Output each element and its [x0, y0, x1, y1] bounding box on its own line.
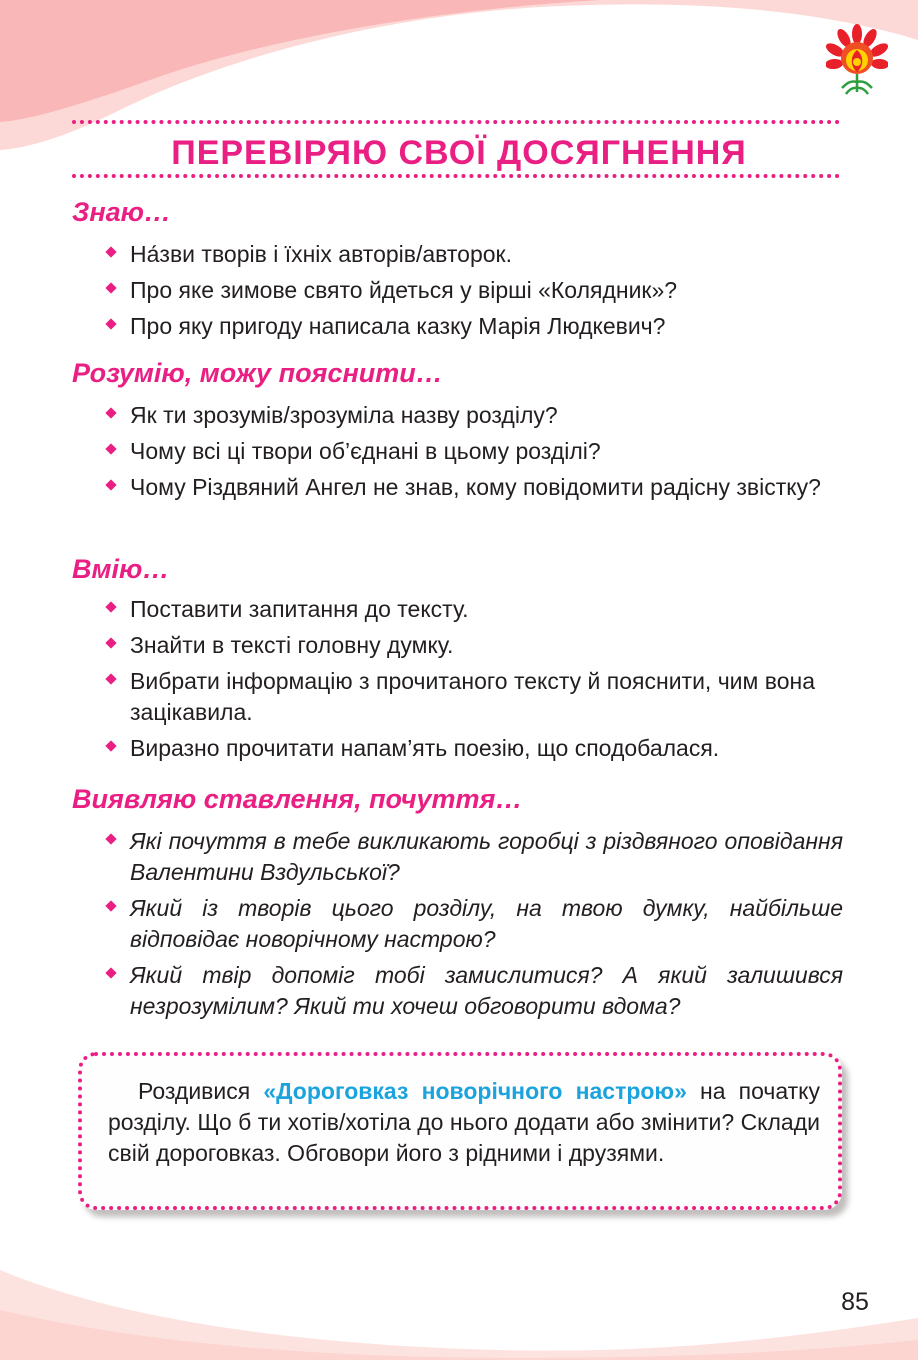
title-dotted-line-bottom: [72, 174, 840, 178]
list-item: Виразно прочитати напам’ять поезію, що сподобалася.: [103, 733, 843, 764]
diamond-bullet-icon: [105, 407, 116, 418]
list-item: Які почуття в тебе викликають горобці з різдвяного оповідання Валентини Вздульської?: [103, 826, 843, 888]
task-note-text: Роздивися «Дороговказ новорічного настрою» на початку розділу. Що б ти хотів/хотіла до нього додати або змінити? Склади свій дороговказ. Обговори його з рідними і друзями.: [108, 1078, 821, 1166]
list-item: Чому всі ці твори об’єднані в цьому розділі?: [103, 436, 843, 467]
list-item: Знайти в тексті головну думку.: [103, 630, 843, 661]
section-heading-know: Знаю…: [72, 197, 172, 227]
list-item: Чому Різдвяний Ангел не знав, кому повідомити радісну звістку?: [103, 472, 843, 503]
diamond-bullet-icon: [105, 833, 116, 844]
task-note-box: [78, 1052, 842, 1210]
page-number: 85: [841, 1288, 869, 1316]
diamond-bullet-icon: [105, 318, 116, 329]
highlighted-reference: «Дороговказ новорічного настрою»: [263, 1078, 687, 1104]
diamond-bullet-icon: [105, 246, 116, 257]
list-know: [103, 239, 843, 342]
diamond-bullet-icon: [105, 967, 116, 978]
list-attitude: [103, 826, 843, 1022]
page-title: ПЕРЕВІРЯЮ СВОЇ ДОСЯГНЕННЯ: [171, 134, 747, 172]
diamond-bullet-icon: [105, 900, 116, 911]
list-item: Поставити запитання до тексту.: [103, 594, 843, 625]
diamond-bullet-icon: [105, 282, 116, 293]
diamond-bullet-icon: [105, 673, 116, 684]
list-understand: [103, 400, 843, 503]
section-heading-understand: Розумію, можу пояснити…: [72, 358, 443, 388]
diamond-bullet-icon: [105, 601, 116, 612]
section-heading-attitude: Виявляю ставлення, почуття…: [72, 784, 523, 814]
section-heading-can: Вмію…: [72, 554, 170, 584]
list-item: Вибрати інформацію з прочитаного тексту й пояснити, чим вона зацікавила.: [103, 666, 843, 728]
diamond-bullet-icon: [105, 443, 116, 454]
list-item: Про яке зимове свято йдеться у вірші «Колядник»?: [103, 275, 843, 306]
list-can: [103, 594, 843, 764]
list-item: Який із творів цього розділу, на твою думку, найбільше відповідає новорічному настрою?: [103, 893, 843, 955]
list-item: Який твір допоміг тобі замислитися? А який залишився незрозумілим? Який ти хочеш обговорити вдома?: [103, 960, 843, 1022]
list-item: Як ти зрозумів/зрозуміла назву розділу?: [103, 400, 843, 431]
list-item: Про яку пригоду написала казку Марія Людкевич?: [103, 311, 843, 342]
flower-ornament-icon: [826, 24, 888, 98]
title-dotted-line-top: [72, 120, 840, 124]
diamond-bullet-icon: [105, 740, 116, 751]
diamond-bullet-icon: [105, 637, 116, 648]
list-item: На́зви творів і їхніх авторів/авторок.: [103, 239, 843, 270]
diamond-bullet-icon: [105, 479, 116, 490]
